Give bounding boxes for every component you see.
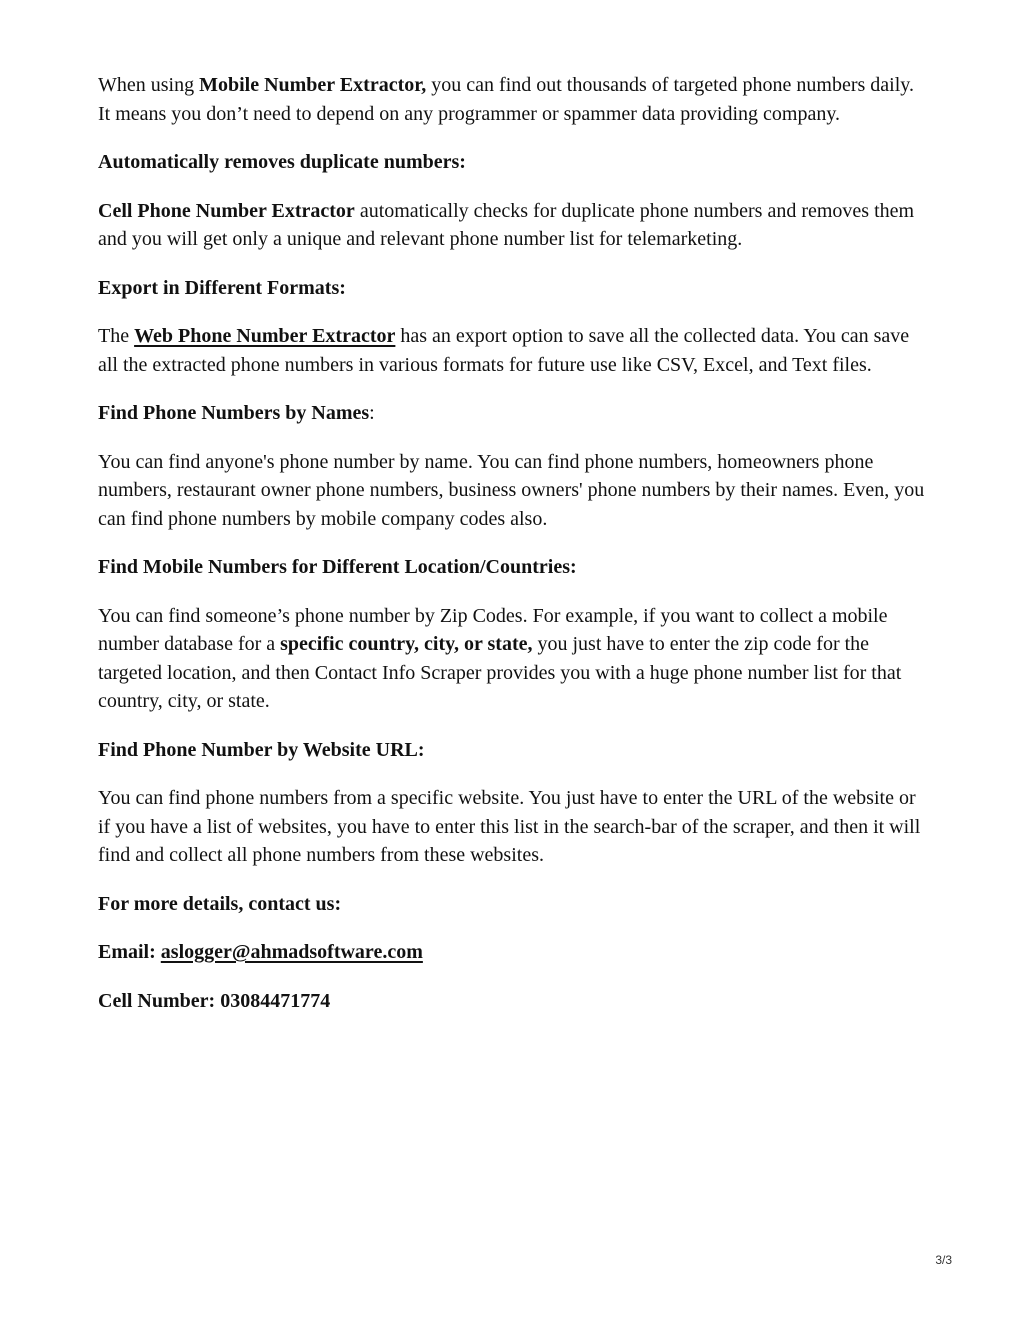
url-heading: Find Phone Number by Website URL: (98, 738, 425, 761)
export-paragraph (98, 322, 928, 379)
duplicates-heading: Automatically removes duplicate numbers: (98, 151, 466, 173)
intro-text-end: you can find out thousands of targeted phone numbers daily. It means you don’t need to depend on any programmer or spammer data providing company. (98, 74, 914, 125)
intro-text-start: When using (98, 74, 200, 96)
export-text-end: has an export option to save all the collected data. You can save all the extracted phone numbers in various formats for future use like CSV, Excel, and Text files. (98, 325, 910, 376)
duplicates-paragraph (98, 197, 928, 254)
location-text-end: you just have to enter the zip code for the targeted location, and then Contact Info Scraper provides you with a huge phone number list for that country, city, or state. (98, 633, 902, 712)
export-heading: Export in Different Formats: (98, 276, 346, 299)
names-heading (98, 399, 928, 428)
page-number: 3/3 (935, 1253, 952, 1267)
email-line (98, 938, 928, 967)
location-heading: Find Mobile Numbers for Different Location/Countries: (98, 556, 577, 578)
duplicates-bold-term: Cell Phone Number Extractor (98, 199, 355, 222)
contact-heading: For more details, contact us: (98, 892, 342, 915)
url-paragraph: You can find phone numbers from a specific website. You just have to enter the URL of the website or if you have a list of websites, you have to enter this list in the search-bar of the scraper, and then it will find and collect all phone numbers from these websites. (98, 787, 921, 866)
document-body (98, 71, 928, 1035)
location-bold-term: specific country, city, or state, (280, 633, 533, 655)
email-label: Email: (98, 941, 161, 963)
export-text-start: The (98, 325, 135, 347)
duplicates-text: automatically checks for duplicate phone numbers and removes them and you will get only a unique and relevant phone number list for telemarketing. (98, 199, 915, 250)
email-link[interactable]: aslogger@ahmadsoftware.com (160, 941, 423, 963)
cell-label: Cell Number: (98, 989, 221, 1012)
names-heading-colon: : (369, 402, 375, 424)
names-heading-text: Find Phone Numbers by Names (98, 402, 370, 424)
intro-paragraph (98, 71, 928, 128)
cell-number: 03084471774 (220, 989, 331, 1012)
location-paragraph (98, 602, 928, 716)
intro-bold-term: Mobile Number Extractor, (199, 74, 427, 96)
names-paragraph: You can find anyone's phone number by name. You can find phone numbers, homeowners phone numbers, restaurant owner phone numbers, business owners' phone numbers by their names. Even, you can find phone numbers by mobile company codes also. (98, 450, 925, 530)
cell-line (98, 987, 928, 1016)
location-text-start: You can find someone’s phone number by Zip Codes. For example, if you want to collect a mobile number database for a (98, 604, 888, 655)
web-phone-extractor-link[interactable]: Web Phone Number Extractor (134, 325, 396, 347)
